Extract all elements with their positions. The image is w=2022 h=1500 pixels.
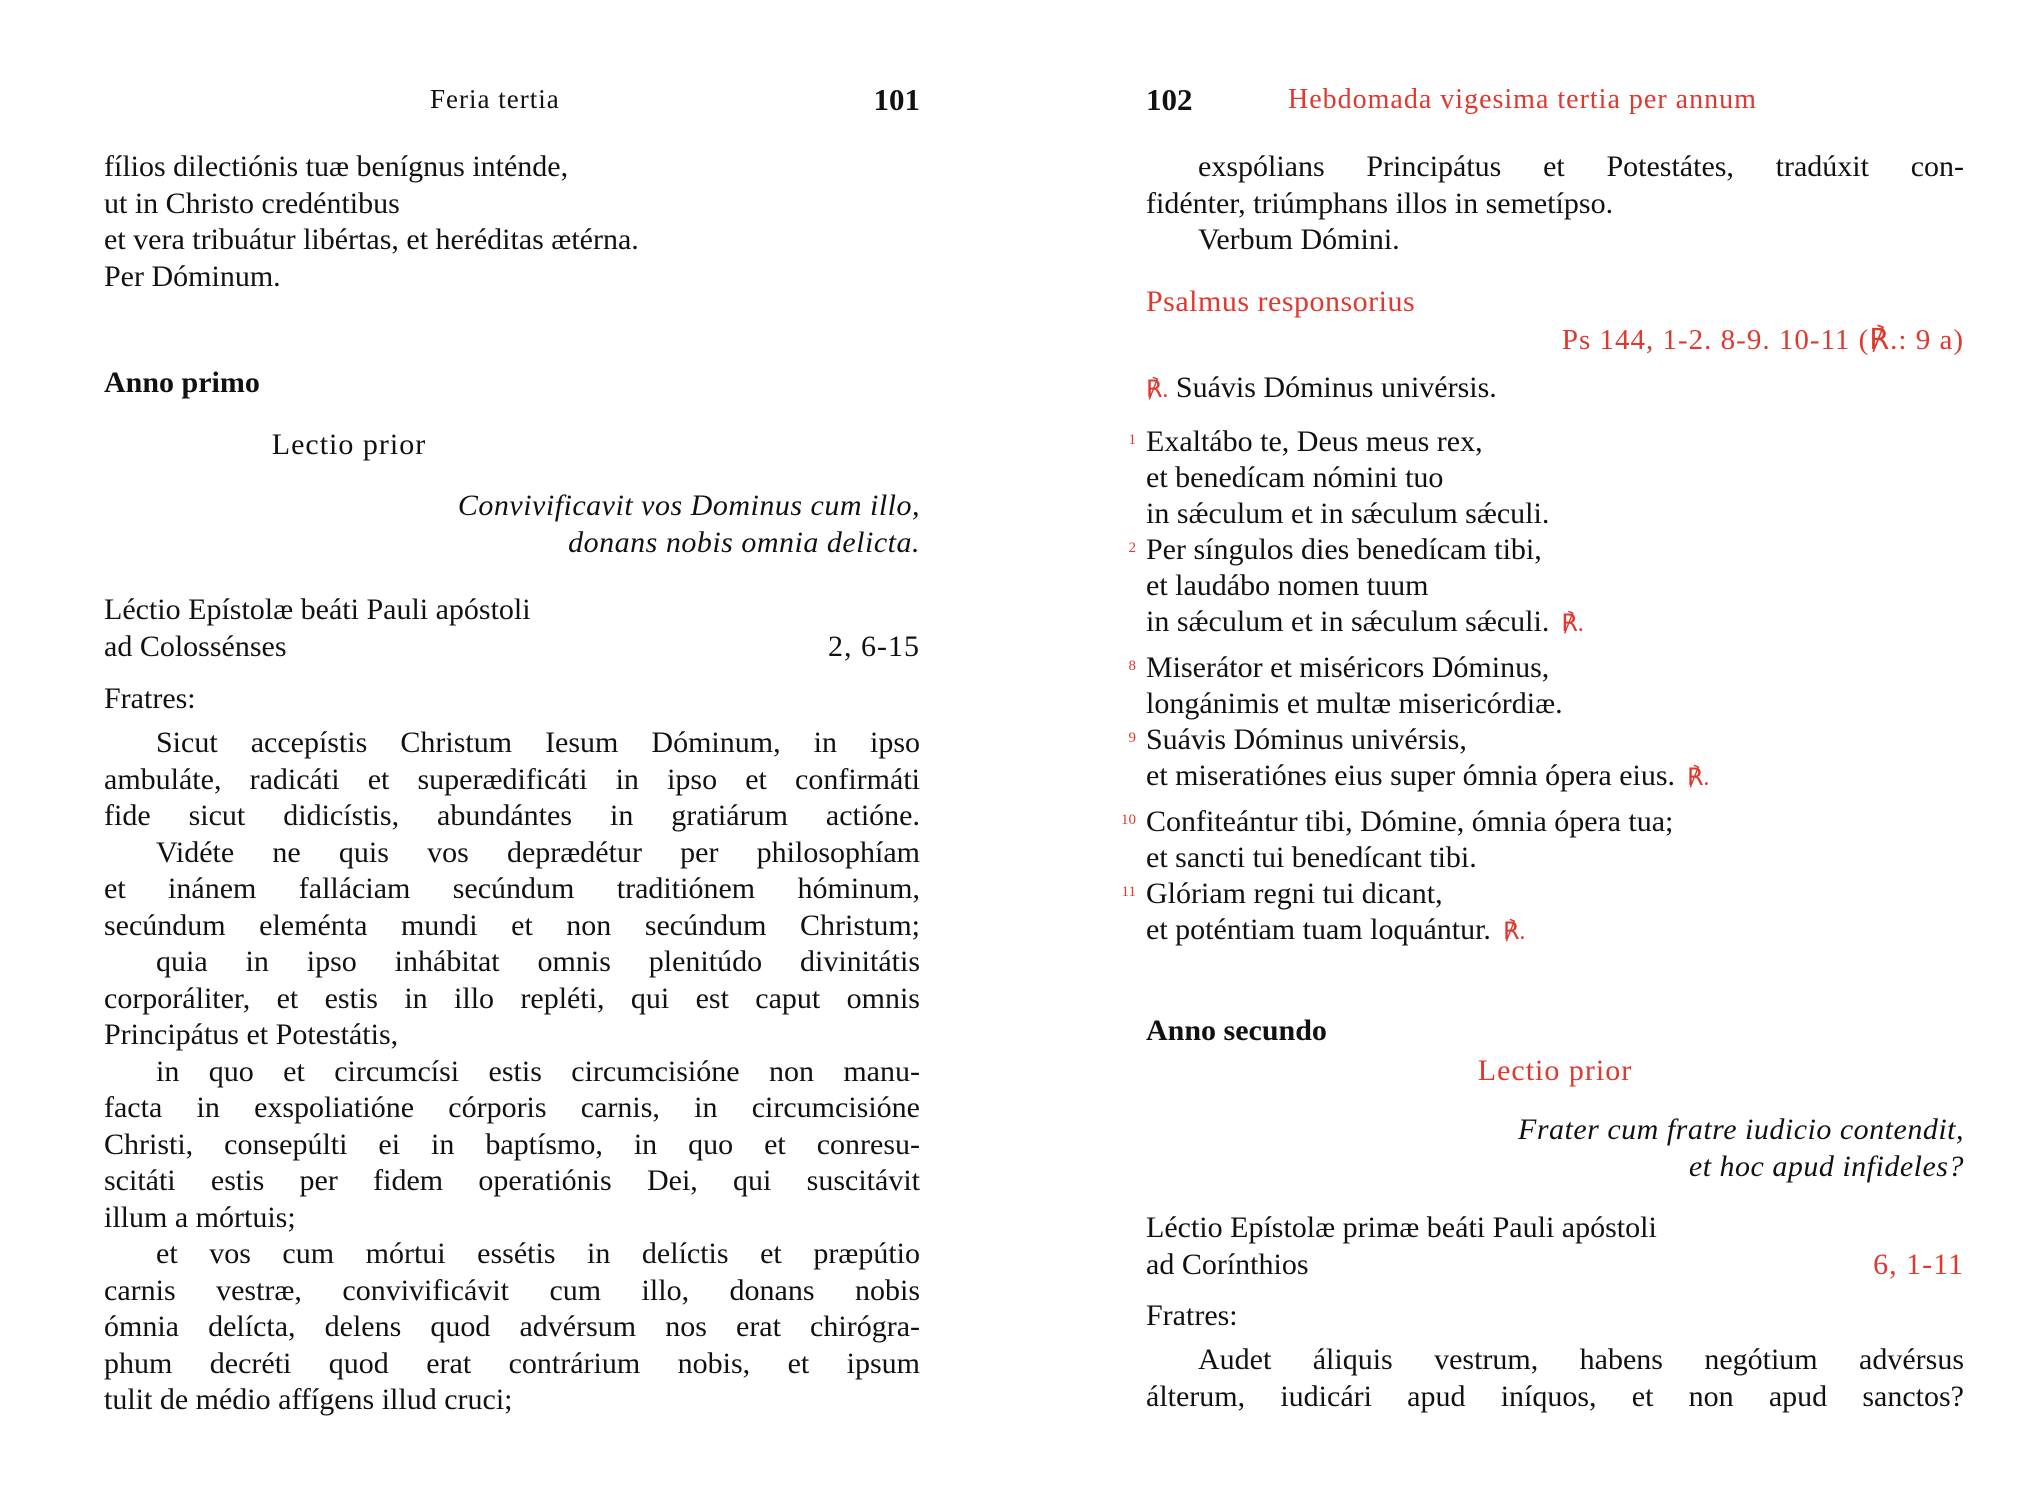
verse-text: et poténtiam tuam loquántur.: [1146, 913, 1491, 946]
right-reading-caption: [1146, 1112, 1964, 1185]
source-line-1: Léctio Epístolæ beáti Pauli apóstoli: [104, 593, 531, 626]
text-line: exspólians Principátus et Potestátes, tradúxit con-: [1198, 150, 1964, 183]
verse-number: 1: [1128, 432, 1136, 448]
prayer-line: et vera tribuátur libértas, et heréditas ætérna.: [104, 223, 639, 256]
verse-text: Per síngulos dies benedícam tibi,: [1146, 533, 1542, 566]
text-line: Sicut accepístis Christum Iesum Dóminum, in ipso: [156, 726, 920, 759]
text-line: Christi, consepúlti ei in baptísmo, in quo et conresu-: [104, 1127, 920, 1161]
psalm-verse-line: [1121, 876, 1964, 912]
psalm-stanzas: [1121, 424, 1964, 958]
verse-text: Miserátor et miséricors Dóminus,: [1146, 651, 1550, 684]
psalm-verse-line: [1146, 686, 1964, 722]
left-page: [104, 0, 920, 1500]
text-line: corporáliter, et estis in illo repléti, qui est caput omnis: [104, 981, 920, 1015]
text-line: Audet áliquis vestrum, habens negótium advérsus: [1198, 1343, 1964, 1376]
psalm-verse-line: [1146, 496, 1964, 532]
left-reading-reference: 2, 6-15: [828, 629, 920, 663]
verse-number: 10: [1121, 812, 1136, 828]
left-salutation: Fratres:: [104, 682, 196, 715]
caption-line: Frater cum fratre iudicio contendit,: [1518, 1113, 1964, 1146]
right-section-heading: Anno secundo: [1146, 1014, 1327, 1047]
text-line: carnis vestræ, convivificávit cum illo, donans nobis: [104, 1273, 920, 1307]
psalm-verse-line: [1128, 650, 1964, 686]
prayer-line: Per Dóminum.: [104, 259, 281, 293]
source-line-2: ad Colossénses: [104, 629, 287, 663]
text-line: in quo et circumcísi estis circumcisióne non manu-: [156, 1054, 920, 1088]
source-line-1: Léctio Epístolæ primæ beáti Pauli apóstoli: [1146, 1211, 1657, 1244]
verse-text: Suávis Dóminus univérsis,: [1146, 723, 1467, 756]
source-line-2-row: [104, 629, 920, 666]
right-reading-text: [1146, 1342, 1964, 1415]
psalm-verse-line: [1146, 758, 1964, 794]
text-line: Vidéte ne quis vos deprædétur per philosophíam: [156, 835, 920, 869]
psalm-verse-line: [1146, 840, 1964, 876]
text-line: fidénter, triúmphans illos in semetípso.: [1146, 186, 1614, 220]
caption-line: et hoc apud infideles?: [1688, 1149, 1964, 1183]
right-running-head: [1146, 82, 1964, 122]
response-icon: ℟.: [1502, 919, 1526, 945]
verse-text: longánimis et multæ misericórdiæ.: [1146, 687, 1563, 720]
verse-text: Confiteántur tibi, Dómine, ómnia ópera tua;: [1146, 805, 1674, 838]
text-line: álterum, iudicári apud iníquos, et non apud sanctos?: [1146, 1379, 1964, 1413]
verse-number: 2: [1128, 540, 1136, 556]
text-line: facta in exspoliatióne córporis carnis, in circumcisióne: [104, 1091, 920, 1124]
verse-number: 9: [1128, 730, 1136, 746]
psalm-verse-line: [1128, 722, 1964, 758]
psalm-verse-line: [1128, 424, 1964, 460]
response-icon: ℟.: [1687, 765, 1710, 791]
left-reading-caption: [104, 488, 920, 561]
verse-text: et benedícam nómini tuo: [1146, 461, 1444, 494]
left-reading-text: [104, 725, 920, 1419]
verse-text: Exaltábo te, Deus meus rex,: [1146, 425, 1483, 458]
psalm-verse-line: [1146, 604, 1964, 640]
verse-text: in sǽculum et in sǽculum sǽculi.: [1146, 497, 1550, 530]
verse-number: 8: [1128, 658, 1136, 674]
text-line: tulit de médio affígens illud cruci;: [104, 1383, 513, 1416]
psalm-stanza: [1128, 424, 1964, 640]
text-line: ómnia delícta, delens quod advérsum nos erat chirógra-: [104, 1310, 920, 1343]
left-reading-title: Lectio prior: [271, 428, 427, 461]
verse-text: in sǽculum et in sǽculum sǽculi.: [1146, 605, 1550, 638]
left-running-head: [104, 82, 920, 122]
right-reading-title: Lectio prior: [1477, 1054, 1633, 1087]
left-page-number: 101: [873, 82, 920, 117]
psalm-verse-line: [1146, 912, 1964, 948]
source-line-2: ad Corínthios: [1146, 1247, 1309, 1281]
text-line: et inánem falláciam secúndum traditiónem hóminum,: [104, 872, 920, 905]
right-page-number: 102: [1146, 82, 1193, 117]
psalm-verse-line: [1121, 804, 1964, 840]
psalm-response: [1146, 370, 1497, 409]
text-line: ambuláte, radicáti et superædificáti in ipso et confirmáti: [104, 762, 920, 796]
psalm-stanza: [1128, 650, 1964, 794]
source-line-2-row: [1146, 1247, 1964, 1284]
verse-number: 11: [1121, 884, 1136, 900]
prayer-line: fílios dilectiónis tuæ benígnus inténde,: [104, 150, 569, 183]
psalm-verse-line: [1146, 460, 1964, 496]
text-line: scitáti estis per fidem operatiónis Dei, qui suscitávit: [104, 1164, 920, 1197]
text-line: phum decréti quod erat contrárium nobis, et ipsum: [104, 1346, 920, 1380]
text-line: Principátus et Potestátis,: [104, 1018, 399, 1051]
text-line: illum a mórtuis;: [104, 1200, 296, 1234]
left-section-heading: Anno primo: [104, 366, 260, 399]
verse-text: et sancti tui benedícant tibi.: [1146, 841, 1477, 874]
text-line: et vos cum mórtui essétis in delíctis et præpútio: [156, 1237, 920, 1270]
left-reading-source: [104, 592, 920, 665]
verse-text: et laudábo nomen tuum: [1146, 569, 1429, 602]
response-icon: ℟.: [1561, 611, 1584, 637]
prayer-line: ut in Christo credéntibus: [104, 186, 400, 220]
text-line: fide sicut didicístis, abundántes in gratiárum actióne.: [104, 799, 920, 832]
right-running-title: Hebdomada vigesima tertia per annum: [1288, 84, 1757, 115]
response-text: Suávis Dóminus univérsis.: [1175, 371, 1497, 404]
text-line: secúndum eleménta mundi et non secúndum Christum;: [104, 908, 920, 942]
response-icon: ℟.: [1146, 377, 1169, 403]
left-running-title: Feria tertia: [430, 84, 560, 114]
right-continued-text: [1146, 149, 1964, 259]
psalm-reference: Ps 144, 1-2. 8-9. 10-11 (℟.: 9 a): [1561, 324, 1964, 356]
psalm-verse-line: [1128, 532, 1964, 568]
text-line: Verbum Dómini.: [1198, 223, 1400, 256]
caption-line: donans nobis omnia delicta.: [568, 525, 920, 559]
right-reading-reference: 6, 1-11: [1873, 1247, 1964, 1281]
right-reading-source: [1146, 1210, 1964, 1283]
right-salutation: Fratres:: [1146, 1299, 1238, 1332]
psalm-title: Psalmus responsorius: [1146, 285, 1416, 318]
caption-line: Convivificavit vos Dominus cum illo,: [457, 489, 920, 522]
verse-text: et miseratiónes eius super ómnia ópera eius.: [1146, 759, 1676, 792]
text-line: quia in ipso inhábitat omnis plenitúdo divinitátis: [156, 945, 920, 978]
left-prayer: [104, 149, 920, 295]
verse-text: Glóriam regni tui dicant,: [1146, 877, 1443, 910]
psalm-stanza: [1121, 804, 1964, 948]
right-page: [1121, 0, 1964, 1500]
psalm-verse-line: [1146, 568, 1964, 604]
